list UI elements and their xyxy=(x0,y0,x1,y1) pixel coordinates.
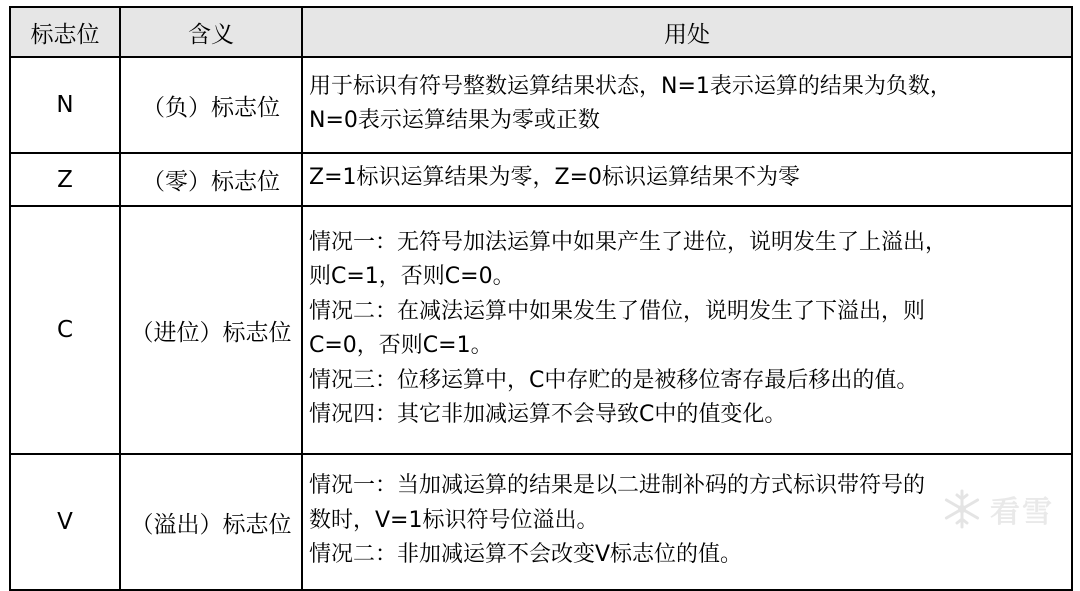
cell-meaning: （进位）标志位 xyxy=(120,206,302,454)
flags-table xyxy=(9,6,1073,591)
header-meaning: 含义 xyxy=(120,7,302,57)
usage-line: 情况三：位移运算中，C中存贮的是被移位寄存最后移出的值。 xyxy=(309,367,919,393)
watermark-text: 看雪 xyxy=(990,495,1054,530)
usage-line: 情况四：其它非加减运算不会导致C中的值变化。 xyxy=(309,402,787,427)
cell-flag: V xyxy=(10,454,120,590)
table-row xyxy=(10,153,1072,206)
cell-usage xyxy=(302,153,1072,206)
usage-line: Z=1标识运算结果为零，Z=0标识运算结果不为零 xyxy=(309,165,801,191)
usage-line: 用于标识有符号整数运算结果状态，N=1表示运算的结果为负数， xyxy=(309,73,952,99)
usage-line: C=0，否则C=1。 xyxy=(309,333,493,358)
cell-meaning: （零）标志位 xyxy=(120,153,302,206)
table-row xyxy=(10,57,1072,153)
cell-flag: N xyxy=(10,57,120,153)
usage-line: 情况二：在减法运算中如果发生了借位，说明发生了下溢出，则 xyxy=(309,298,926,324)
cell-flag: Z xyxy=(10,153,120,206)
table-row xyxy=(10,454,1072,590)
cell-meaning: （负）标志位 xyxy=(120,57,302,153)
usage-line: 则C=1，否则C=0。 xyxy=(309,264,515,289)
table-row xyxy=(10,206,1072,454)
cell-usage xyxy=(302,57,1072,153)
cell-usage xyxy=(302,206,1072,454)
header-flag: 标志位 xyxy=(10,7,120,57)
table-header-row xyxy=(10,7,1072,57)
usage-line: 情况一：当加减运算的结果是以二进制补码的方式标识带符号的 xyxy=(309,473,926,499)
usage-line: 情况二：非加减运算不会改变V标志位的值。 xyxy=(309,542,743,568)
usage-line: 情况一：无符号加法运算中如果产生了进位，说明发生了上溢出， xyxy=(309,229,948,255)
cell-usage xyxy=(302,454,1072,590)
cell-meaning: （溢出）标志位 xyxy=(120,454,302,590)
usage-line: N=0表示运算结果为零或正数 xyxy=(309,108,600,133)
usage-line: 数时，V=1标识符号位溢出。 xyxy=(309,507,599,533)
cell-flag: C xyxy=(10,206,120,454)
header-usage: 用处 xyxy=(302,7,1072,57)
